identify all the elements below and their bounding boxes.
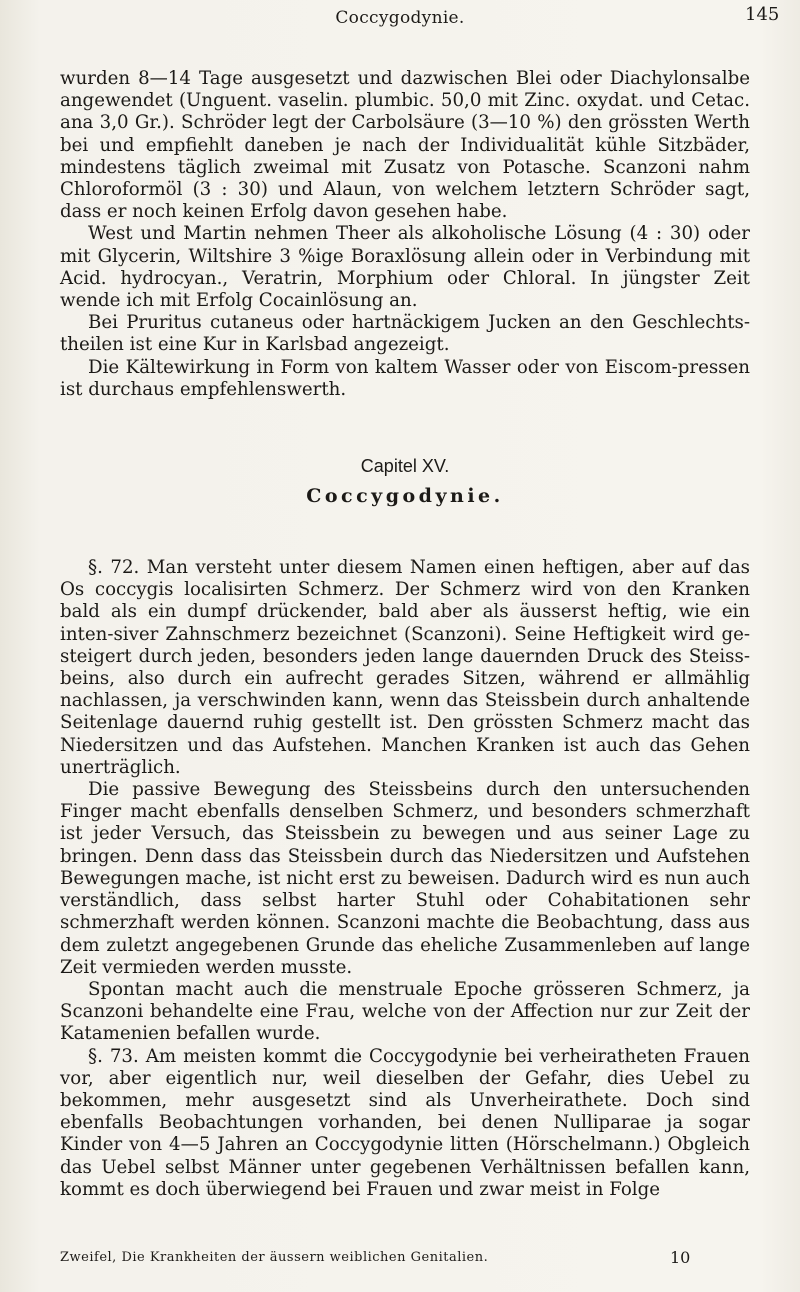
paragraph: §. 73. Am meisten kommt die Coccygodynie bei verheiratheten Frauen vor, aber eigentlich nur, weil dieselben der Gefahr, dies Uebel zu bekommen, mehr ausgesetzt sind als Unverheirathete. Doch sind ebenfalls Beobachtungen vorhanden, bei denen Nulliparae ja sogar Kinder von 4—5 Jahren an Coccygodynie litten (Hörschelmann.) Obgleich das Uebel selbst Männer unter gegebenen Verhältnissen befallen kann, kommt es doch überwiegend bei Frauen und zwar meist in Folge (60, 1045, 750, 1200)
footer-text: Zweifel, Die Krankheiten der äussern weiblichen Genitalien. (60, 1250, 489, 1265)
paragraph: wurden 8—14 Tage ausgesetzt und dazwischen Blei oder Diachylonsalbe angewendet (Unguent. vaselin. plumbic. 50,0 mit Zinc. oxydat. und Cetac. ana 3,0 Gr.). Schröder legt der Carbolsäure (3—10 %) den grössten Werth bei und empfiehlt daneben je nach der Individualität kühle Sitzbäder, mindestens täglich zweimal mit Zusatz von Potasche. Scanzoni nahm Chloroformöl (3 : 30) und Alaun, von welchem letztern Schröder sagt, dass er noch keinen Erfolg davon gesehen habe. (60, 68, 750, 223)
paragraph: Die passive Bewegung des Steissbeins durch den untersuchenden Finger macht ebenfalls denselben Schmerz, und besonders schmerzhaft ist jeder Versuch, das Steissbein zu bewegen und aus seiner Lage zu bringen. Denn dass das Steissbein durch das Niedersitzen und Aufstehen Bewegungen mache, ist nicht erst zu beweisen. Dadurch wird es nun auch verständlich, dass selbst harter Stuhl oder Cohabitationen sehr schmerzhaft werden können. Scanzoni machte die Beobachtung, dass aus dem zuletzt angegebenen Grunde das eheliche Zusammenleben auf lange Zeit vermieden werden musste. (60, 779, 750, 978)
body-text (60, 68, 750, 1201)
page-footer (60, 1250, 750, 1274)
paragraph: West und Martin nehmen Theer als alkoholische Lösung (4 : 30) oder mit Glycerin, Wiltshire 3 %ige Boraxlösung allein oder in Verbindung mit Acid. hydrocyan., Veratrin, Morphium oder Chloral. In jüngster Zeit wende ich mit Erfolg Cocainlösung an. (60, 223, 750, 312)
chapter-title: Capitel XV. (360, 456, 450, 477)
paragraph: Bei Pruritus cutaneus oder hartnäckigem Jucken an den Geschlechts-theilen ist eine Kur in Karlsbad angezeigt. (60, 312, 750, 356)
paragraph: Spontan macht auch die menstruale Epoche grösseren Schmerz, ja Scanzoni behandelte eine Frau, welche von der Affection nur zur Zeit der Katamenien befallen wurde. (60, 978, 750, 1045)
page-number: 145 (745, 4, 780, 25)
paragraph: Die Kältewirkung in Form von kaltem Wasser oder von Eiscom-pressen ist durchaus empfehlenswerth. (60, 356, 750, 400)
signature-mark: 10 (670, 1248, 691, 1267)
chapter-subtitle: Coccygodynie. (306, 485, 504, 508)
chapter-heading (60, 401, 750, 557)
page-header (0, 0, 800, 40)
running-head: Coccygodynie. (335, 8, 465, 28)
paragraph: §. 72. Man versteht unter diesem Namen einen heftigen, aber auf das Os coccygis localisirten Schmerz. Der Schmerz wird von den Kranken bald als ein dumpf drückender, bald aber als äusserst heftig, wie ein inten-siver Zahnschmerz bezeichnet (Scanzoni). Seine Heftigkeit wird ge-steigert durch jeden, besonders jeden lange dauernden Druck des Steiss-beins, also durch ein aufrecht gerades Sitzen, während er allmählig nachlassen, ja verschwinden kann, wenn das Steissbein durch anhaltende Seitenlage dauernd ruhig gestellt ist. Den grössten Schmerz macht das Niedersitzen und das Aufstehen. Manchen Kranken ist auch das Gehen unerträglich. (60, 557, 750, 778)
